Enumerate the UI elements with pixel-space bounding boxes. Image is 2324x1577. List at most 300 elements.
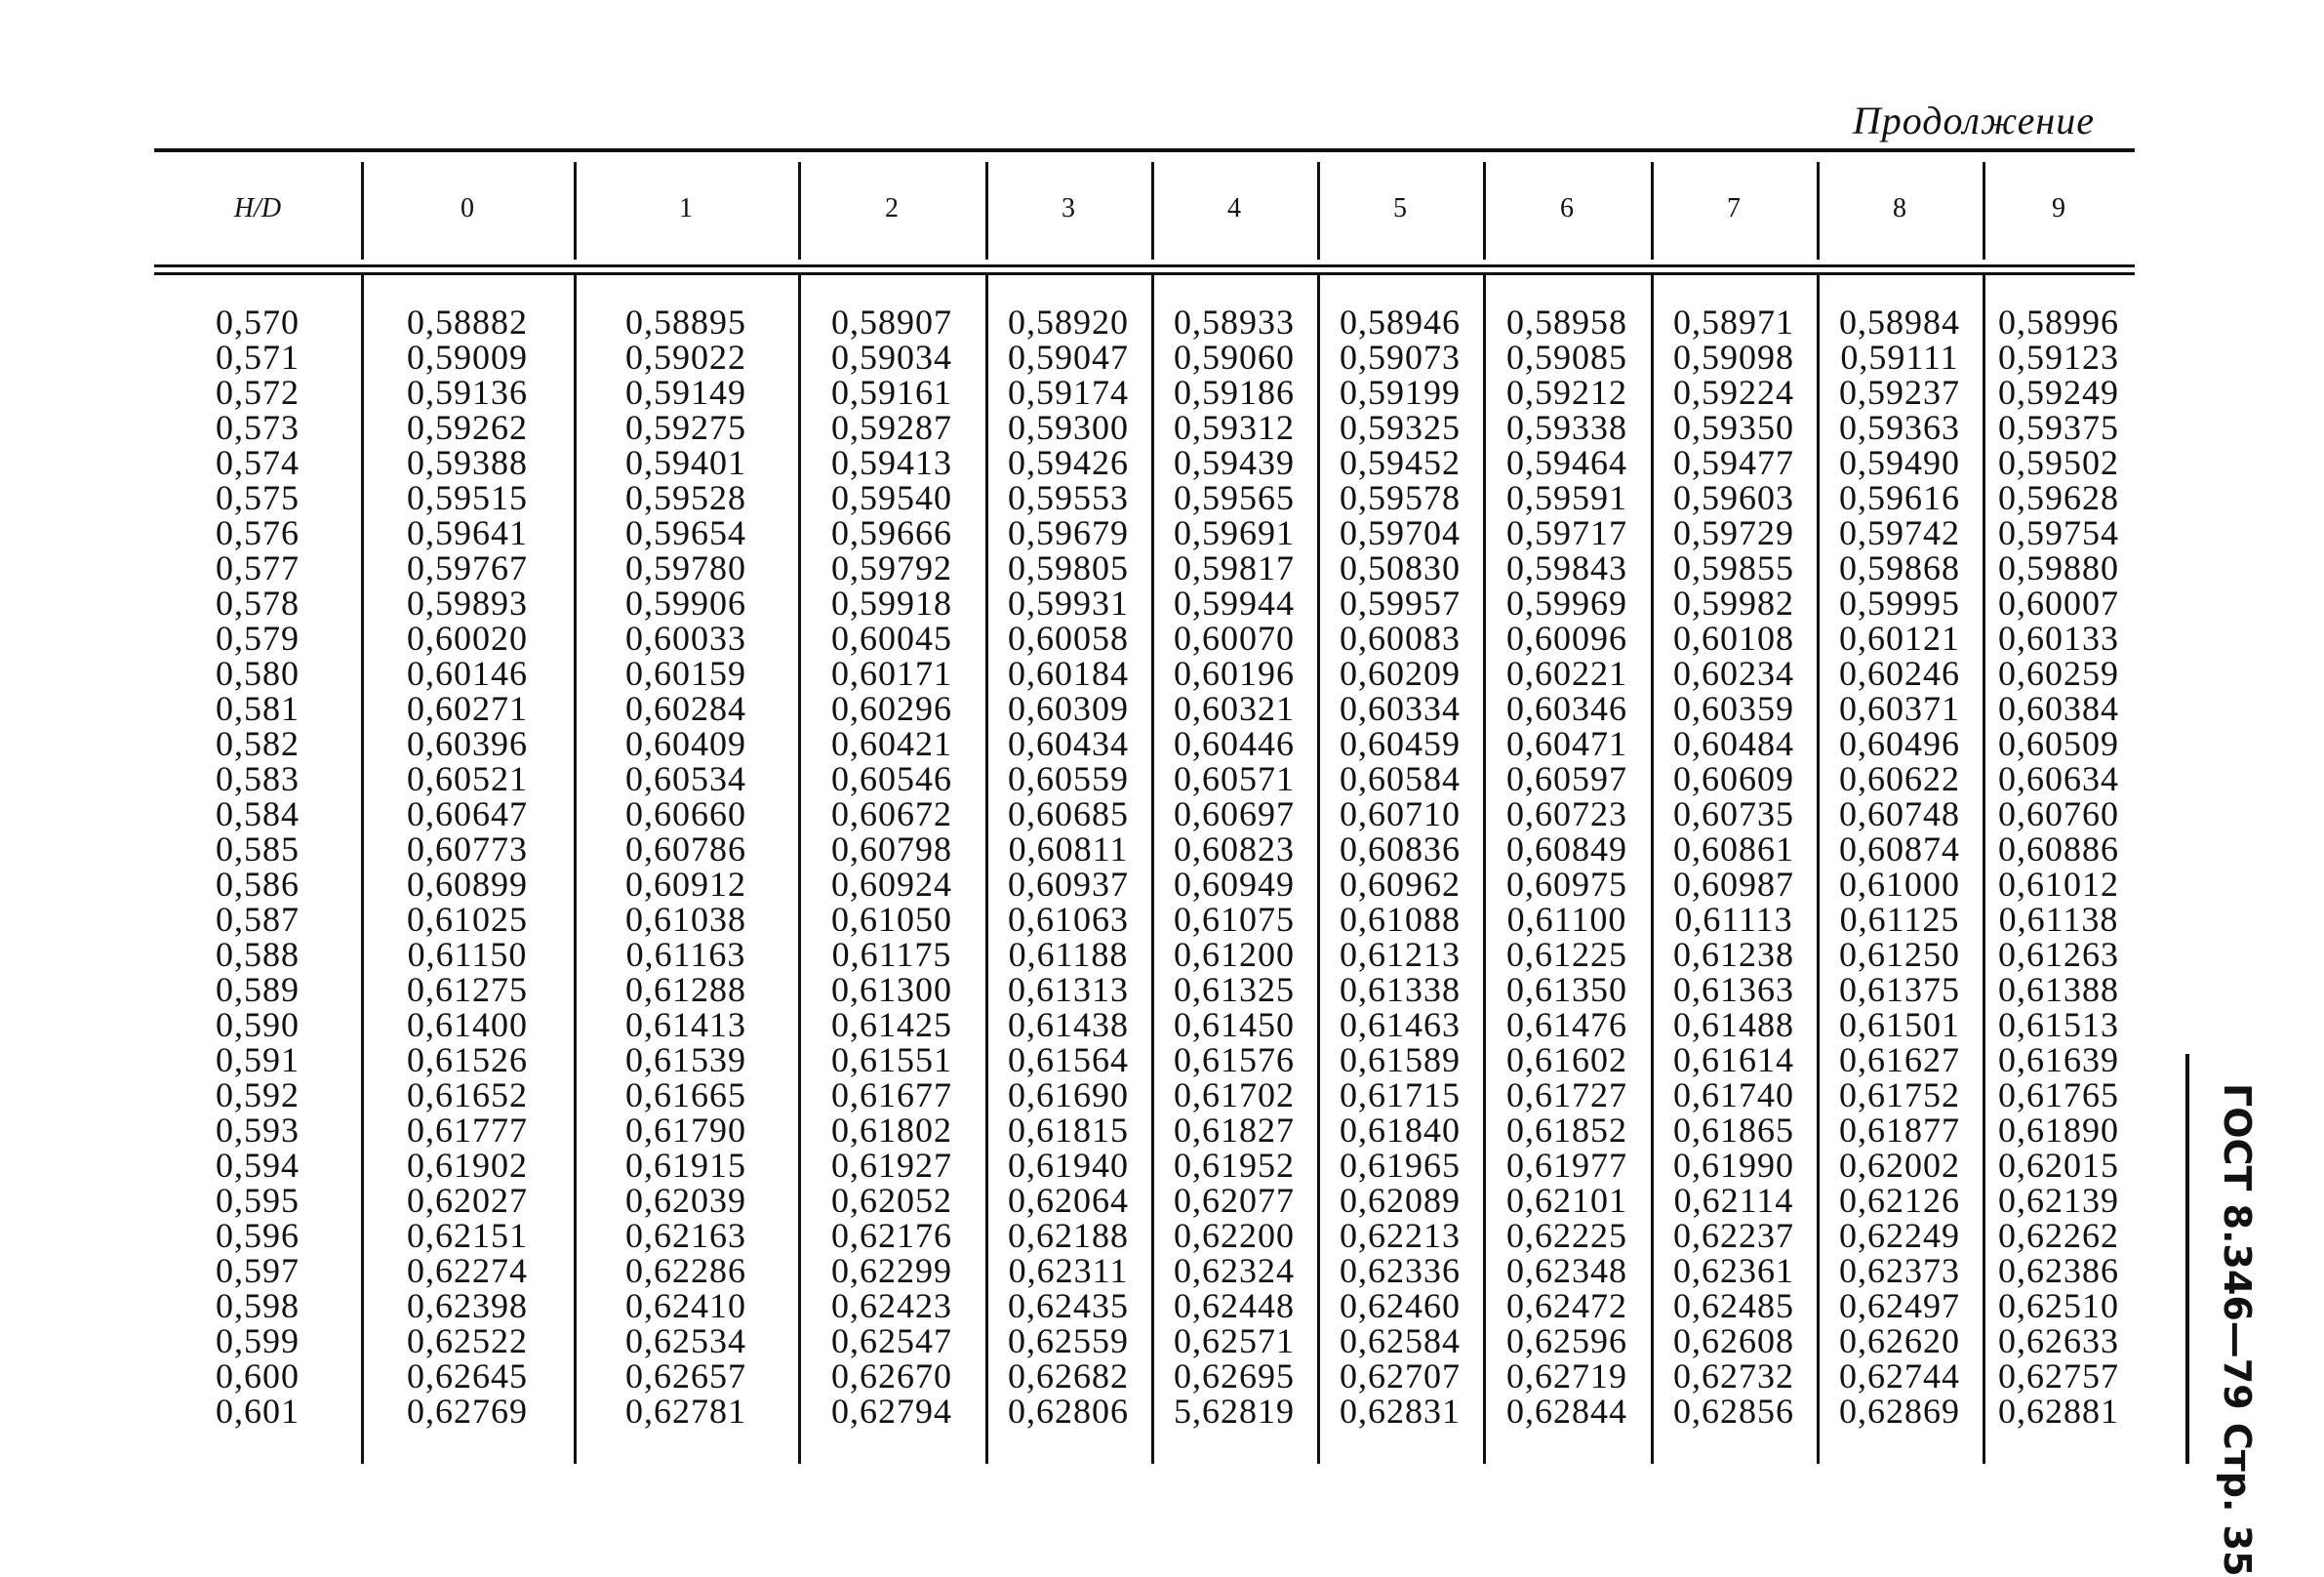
table-cell: 0,61338 <box>1340 970 1461 1009</box>
header-double-rule-upper <box>154 264 2135 267</box>
table-cell: 0,59691 <box>1174 513 1295 552</box>
table-cell: 5,62819 <box>1174 1392 1295 1431</box>
table-cell: 0,62485 <box>1673 1286 1794 1325</box>
table-cell: 0,62510 <box>1998 1286 2119 1325</box>
row-label: 0,599 <box>216 1321 300 1360</box>
header-column-divider <box>1317 162 1320 260</box>
row-label: 0,586 <box>216 865 300 904</box>
table-cell: 0,62299 <box>831 1251 952 1290</box>
table-cell: 0,61677 <box>831 1075 952 1114</box>
table-cell: 0,62077 <box>1174 1181 1295 1220</box>
row-label: 0,585 <box>216 829 300 869</box>
table-cell: 0,62559 <box>1008 1321 1129 1360</box>
table-cell: 0,60949 <box>1174 865 1295 904</box>
table-cell: 0,59540 <box>831 478 952 517</box>
table-cell: 0,60710 <box>1340 794 1461 833</box>
table-cell: 0,62089 <box>1340 1181 1461 1220</box>
row-label: 0,570 <box>216 303 300 342</box>
table-cell: 0,61652 <box>407 1075 528 1114</box>
table-cell: 0,60861 <box>1673 829 1794 869</box>
table-cell: 0,59287 <box>831 408 952 447</box>
table-cell: 0,62398 <box>407 1286 528 1325</box>
row-label: 0,578 <box>216 584 300 623</box>
table-cell: 0,59742 <box>1839 513 1960 552</box>
table-cell: 0,59123 <box>1998 338 2119 377</box>
table-cell: 0,58920 <box>1008 303 1129 342</box>
table-cell: 0,60384 <box>1998 689 2119 728</box>
row-label: 0,574 <box>216 443 300 482</box>
table-cell: 0,62657 <box>625 1356 746 1395</box>
row-label: 0,601 <box>216 1392 300 1431</box>
table-cell: 0,61488 <box>1673 1005 1794 1044</box>
table-cell: 0,62757 <box>1998 1356 2119 1395</box>
table-cell: 0,60446 <box>1174 724 1295 763</box>
table-cell: 0,61313 <box>1008 970 1129 1009</box>
table-cell: 0,59780 <box>625 548 746 587</box>
table-cell: 0,59578 <box>1340 478 1461 517</box>
table-cell: 0,61425 <box>831 1005 952 1044</box>
table-cell: 0,62856 <box>1673 1392 1794 1431</box>
table-cell: 0,60246 <box>1839 654 1960 693</box>
table-cell: 0,58958 <box>1506 303 1627 342</box>
table-cell: 0,61450 <box>1174 1005 1295 1044</box>
table-cell: 0,59262 <box>407 408 528 447</box>
table-cell: 0,59754 <box>1998 513 2119 552</box>
table-cell: 0,59931 <box>1008 584 1129 623</box>
table-cell: 0,59060 <box>1174 338 1295 377</box>
table-cell: 0,60987 <box>1673 865 1794 904</box>
header-hd: H/D <box>233 193 282 223</box>
table-cell: 0,62620 <box>1839 1321 1960 1360</box>
header-digit-6: 6 <box>1560 193 1574 223</box>
table-cell: 0,60886 <box>1998 829 2119 869</box>
table-cell: 0,61551 <box>831 1040 952 1079</box>
row-label: 0,590 <box>216 1005 300 1044</box>
table-cell: 0,59085 <box>1506 338 1627 377</box>
table-cell: 0,62670 <box>831 1356 952 1395</box>
table-cell: 0,62386 <box>1998 1251 2119 1290</box>
table-cell: 0,60334 <box>1340 689 1461 728</box>
table-cell: 0,60434 <box>1008 724 1129 763</box>
table-cell: 0,62348 <box>1506 1251 1627 1290</box>
table-cell: 0,61175 <box>831 935 952 974</box>
table-cell: 0,60685 <box>1008 794 1129 833</box>
table-cell: 0,59338 <box>1506 408 1627 447</box>
table-cell: 0,62769 <box>407 1392 528 1431</box>
table-cell: 0,61877 <box>1839 1111 1960 1150</box>
table-cell: 0,59401 <box>625 443 746 482</box>
table-cell: 0,59047 <box>1008 338 1129 377</box>
side-margin-rule <box>2185 1054 2189 1464</box>
table-cell: 0,59995 <box>1839 584 1960 623</box>
header-digit-5: 5 <box>1393 193 1407 223</box>
table-cell: 0,60108 <box>1673 619 1794 658</box>
header-column-divider <box>1651 162 1654 260</box>
table-cell: 0,61690 <box>1008 1075 1129 1114</box>
table-cell: 0,60083 <box>1340 619 1461 658</box>
table-cell: 0,61940 <box>1008 1146 1129 1185</box>
table-cell: 0,61375 <box>1839 970 1960 1009</box>
table-cell: 0,61038 <box>625 900 746 939</box>
table-cell: 0,60571 <box>1174 759 1295 798</box>
table-cell: 0,62707 <box>1340 1356 1461 1395</box>
table-cell: 0,59982 <box>1673 584 1794 623</box>
table-cell: 0,60509 <box>1998 724 2119 763</box>
table-body <box>154 275 2135 1464</box>
table-cell: 0,61765 <box>1998 1075 2119 1114</box>
table-cell: 0,61188 <box>1008 935 1129 974</box>
table-cell: 0,59098 <box>1673 338 1794 377</box>
table-cell: 0,62831 <box>1340 1392 1461 1431</box>
table-cell: 0,60773 <box>407 829 528 869</box>
row-label: 0,595 <box>216 1181 300 1220</box>
table-cell: 0,58907 <box>831 303 952 342</box>
table-cell: 0,60045 <box>831 619 952 658</box>
table-cell: 0,59729 <box>1673 513 1794 552</box>
table-cell: 0,60748 <box>1839 794 1960 833</box>
table-cell: 0,60471 <box>1506 724 1627 763</box>
table-cell: 0,59490 <box>1839 443 1960 482</box>
table-cell: 0,62423 <box>831 1286 952 1325</box>
table-cell: 0,60209 <box>1340 654 1461 693</box>
table-cell: 0,59249 <box>1998 373 2119 412</box>
table-cell: 0,59704 <box>1340 513 1461 552</box>
table-cell: 0,61614 <box>1673 1040 1794 1079</box>
row-label: 0,571 <box>216 338 300 377</box>
table-cell: 0,62497 <box>1839 1286 1960 1325</box>
table-cell: 0,59034 <box>831 338 952 377</box>
table-cell: 0,62286 <box>625 1251 746 1290</box>
row-label: 0,594 <box>216 1146 300 1185</box>
table-cell: 0,58895 <box>625 303 746 342</box>
row-label: 0,597 <box>216 1251 300 1290</box>
table-cell: 0,59817 <box>1174 548 1295 587</box>
table-cell: 0,60409 <box>625 724 746 763</box>
table-cell: 0,62151 <box>407 1216 528 1255</box>
table-cell: 0,61865 <box>1673 1111 1794 1150</box>
table-cell: 0,61012 <box>1998 865 2119 904</box>
side-page-label: ГОСТ 8.346—79 Стр. 35 <box>2216 1083 2259 1577</box>
table-cell: 0,61890 <box>1998 1111 2119 1150</box>
row-label: 0,580 <box>216 654 300 693</box>
table-cell: 0,59591 <box>1506 478 1627 517</box>
table-cell: 0,59477 <box>1673 443 1794 482</box>
table-cell: 0,61075 <box>1174 900 1295 939</box>
table-cell: 0,61150 <box>407 935 528 974</box>
table-cell: 0,61602 <box>1506 1040 1627 1079</box>
table-cell: 0,60033 <box>625 619 746 658</box>
table-cell: 0,62695 <box>1174 1356 1295 1395</box>
table-cell: 0,60534 <box>625 759 746 798</box>
table-cell: 0,61852 <box>1506 1111 1627 1150</box>
table-cell: 0,62682 <box>1008 1356 1129 1395</box>
table-top-rule <box>154 148 2135 152</box>
table-cell: 0,62806 <box>1008 1392 1129 1431</box>
row-label: 0,581 <box>216 689 300 728</box>
row-label: 0,593 <box>216 1111 300 1150</box>
table-cell: 0,62311 <box>1008 1251 1129 1290</box>
table-cell: 0,61463 <box>1340 1005 1461 1044</box>
column-9 <box>1983 304 2135 1429</box>
table-cell: 0,62373 <box>1839 1251 1960 1290</box>
table-cell: 0,58882 <box>407 303 528 342</box>
table-cell: 0,61388 <box>1998 970 2119 1009</box>
header-column-divider <box>574 162 577 260</box>
table-cell: 0,62633 <box>1998 1321 2119 1360</box>
table-cell: 0,60899 <box>407 865 528 904</box>
table-cell: 0,62176 <box>831 1216 952 1255</box>
table-cell: 0,61513 <box>1998 1005 2119 1044</box>
table-cell: 0,60121 <box>1839 619 1960 658</box>
table-cell: 0,61100 <box>1506 900 1627 939</box>
table-cell: 0,59009 <box>407 338 528 377</box>
table-cell: 0,60634 <box>1998 759 2119 798</box>
table-cell: 0,60070 <box>1174 619 1295 658</box>
table-cell: 0,60459 <box>1340 724 1461 763</box>
table-cell: 0,60396 <box>407 724 528 763</box>
table-cell: 0,61300 <box>831 970 952 1009</box>
table-cell: 0,62027 <box>407 1181 528 1220</box>
table-cell: 0,60296 <box>831 689 952 728</box>
table-cell: 0,59111 <box>1840 338 1959 377</box>
table-cell: 0,60521 <box>407 759 528 798</box>
table-cell: 0,61665 <box>625 1075 746 1114</box>
table-cell: 0,62596 <box>1506 1321 1627 1360</box>
table-cell: 0,60421 <box>831 724 952 763</box>
table-cell: 0,61752 <box>1839 1075 1960 1114</box>
table-cell: 0,59565 <box>1174 478 1295 517</box>
row-label: 0,579 <box>216 619 300 658</box>
table-cell: 0,60786 <box>625 829 746 869</box>
row-label: 0,592 <box>216 1075 300 1114</box>
table-cell: 0,61476 <box>1506 1005 1627 1044</box>
table-cell: 0,60284 <box>625 689 746 728</box>
table-cell: 0,62114 <box>1673 1181 1794 1220</box>
column-3 <box>985 304 1151 1429</box>
table-cell: 0,60975 <box>1506 865 1627 904</box>
table-cell: 0,59805 <box>1008 548 1129 587</box>
table-cell: 0,61902 <box>407 1146 528 1185</box>
table-cell: 0,62324 <box>1174 1251 1295 1290</box>
table-cell: 0,62225 <box>1506 1216 1627 1255</box>
table-cell: 0,62781 <box>625 1392 746 1431</box>
header-digit-2: 2 <box>885 193 899 223</box>
table-cell: 0,59325 <box>1340 408 1461 447</box>
table-cell: 0,59515 <box>407 478 528 517</box>
table-cell: 0,60660 <box>625 794 746 833</box>
table-cell: 0,60484 <box>1673 724 1794 763</box>
row-label: 0,588 <box>216 935 300 974</box>
table-cell: 0,61250 <box>1839 935 1960 974</box>
table-cell: 0,61965 <box>1340 1146 1461 1185</box>
row-label: 0,582 <box>216 724 300 763</box>
table-cell: 0,59161 <box>831 373 952 412</box>
table-cell: 0,61263 <box>1998 935 2119 974</box>
table-cell: 0,62101 <box>1506 1181 1627 1220</box>
column-0 <box>361 304 574 1429</box>
table-cell: 0,60798 <box>831 829 952 869</box>
table-cell: 0,60760 <box>1998 794 2119 833</box>
row-label: 0,572 <box>216 373 300 412</box>
header-column-divider <box>985 162 988 260</box>
row-label: 0,577 <box>216 548 300 587</box>
table-cell: 0,62732 <box>1673 1356 1794 1395</box>
header-digit-0: 0 <box>461 193 474 223</box>
table-cell: 0,61777 <box>407 1111 528 1150</box>
table-cell: 0,61802 <box>831 1111 952 1150</box>
table-cell: 0,59717 <box>1506 513 1627 552</box>
column-1 <box>574 304 798 1429</box>
table-cell: 0,61840 <box>1340 1111 1461 1150</box>
table-cell: 0,60609 <box>1673 759 1794 798</box>
table-cell: 0,60234 <box>1673 654 1794 693</box>
header-digit-4: 4 <box>1227 193 1241 223</box>
table-cell: 0,60371 <box>1839 689 1960 728</box>
header-digit-1: 1 <box>679 193 693 223</box>
table-cell: 0,61790 <box>625 1111 746 1150</box>
table-cell: 0,61827 <box>1174 1111 1295 1150</box>
table-cell: 0,60597 <box>1506 759 1627 798</box>
table-cell: 0,60133 <box>1998 619 2119 658</box>
table-cell: 0,59855 <box>1673 548 1794 587</box>
row-label: 0,576 <box>216 513 300 552</box>
table-cell: 0,59186 <box>1174 373 1295 412</box>
table-cell: 0,61213 <box>1340 935 1461 974</box>
table-cell: 0,61639 <box>1998 1040 2119 1079</box>
table-cell: 0,59275 <box>625 408 746 447</box>
table-cell: 0,59388 <box>407 443 528 482</box>
table-cell: 0,61715 <box>1340 1075 1461 1114</box>
table-cell: 0,58946 <box>1340 303 1461 342</box>
table-cell: 0,61727 <box>1506 1075 1627 1114</box>
table-cell: 0,60007 <box>1998 584 2119 623</box>
table-cell: 0,61088 <box>1340 900 1461 939</box>
table-cell: 0,59906 <box>625 584 746 623</box>
table-cell: 0,59350 <box>1673 408 1794 447</box>
table-cell: 0,62139 <box>1998 1181 2119 1220</box>
table-cell: 0,60823 <box>1174 829 1295 869</box>
table-cell: 0,59174 <box>1008 373 1129 412</box>
table-cell: 0,59767 <box>407 548 528 587</box>
table-cell: 0,59439 <box>1174 443 1295 482</box>
table-cell: 0,61526 <box>407 1040 528 1079</box>
row-label: 0,591 <box>216 1040 300 1079</box>
table-cell: 0,61627 <box>1839 1040 1960 1079</box>
table-cell: 0,62126 <box>1839 1181 1960 1220</box>
table-cell: 0,60647 <box>407 794 528 833</box>
table-cell: 0,62200 <box>1174 1216 1295 1255</box>
table-cell: 0,61589 <box>1340 1040 1461 1079</box>
table-cell: 0,59149 <box>625 373 746 412</box>
table-cell: 0,61413 <box>625 1005 746 1044</box>
table-cell: 0,60937 <box>1008 865 1129 904</box>
table-cell: 0,60584 <box>1340 759 1461 798</box>
table-cell: 0,59666 <box>831 513 952 552</box>
table-cell: 0,61539 <box>625 1040 746 1079</box>
table-cell: 0,59426 <box>1008 443 1129 482</box>
table-cell: 0,61952 <box>1174 1146 1295 1185</box>
table-cell: 0,60184 <box>1008 654 1129 693</box>
table-cell: 0,60221 <box>1506 654 1627 693</box>
row-label: 0,584 <box>216 794 300 833</box>
table-cell: 0,58984 <box>1839 303 1960 342</box>
table-cell: 0,60271 <box>407 689 528 728</box>
table-cell: 0,59843 <box>1506 548 1627 587</box>
column-2 <box>798 304 985 1429</box>
row-label: 0,575 <box>216 478 300 517</box>
continuation-label: Продолжение <box>1852 99 2095 142</box>
table-cell: 0,60672 <box>831 794 952 833</box>
table-cell: 0,60496 <box>1839 724 1960 763</box>
table-cell: 0,62262 <box>1998 1216 2119 1255</box>
column-7 <box>1651 304 1817 1429</box>
table-cell: 0,62744 <box>1839 1356 1960 1395</box>
table-cell: 0,61325 <box>1174 970 1295 1009</box>
table-cell: 0,60962 <box>1340 865 1461 904</box>
table-cell: 0,62249 <box>1839 1216 1960 1255</box>
table-cell: 0,60196 <box>1174 654 1295 693</box>
header-digit-9: 9 <box>2052 193 2065 223</box>
table-cell: 0,61400 <box>407 1005 528 1044</box>
table-cell: 0,62719 <box>1506 1356 1627 1395</box>
table-cell: 0,62448 <box>1174 1286 1295 1325</box>
table-cell: 0,62064 <box>1008 1181 1129 1220</box>
header-column-divider <box>798 162 801 260</box>
table-cell: 0,59212 <box>1506 373 1627 412</box>
table-cell: 0,59375 <box>1998 408 2119 447</box>
column-5 <box>1317 304 1483 1429</box>
table-cell: 0,58971 <box>1673 303 1794 342</box>
table-cell: 0,61576 <box>1174 1040 1295 1079</box>
row-label: 0,587 <box>216 900 300 939</box>
table-cell: 0,62274 <box>407 1251 528 1290</box>
table-cell: 0,59413 <box>831 443 952 482</box>
table-cell: 0,58996 <box>1998 303 2119 342</box>
header-digit-7: 7 <box>1727 193 1741 223</box>
table-cell: 0,60321 <box>1174 689 1295 728</box>
table-cell: 0,62410 <box>625 1286 746 1325</box>
header-column-divider <box>361 162 364 260</box>
table-cell: 0,61025 <box>407 900 528 939</box>
table-cell: 0,60622 <box>1839 759 1960 798</box>
table-cell: 0,60697 <box>1174 794 1295 833</box>
table-cell: 0,60735 <box>1673 794 1794 833</box>
table-cell: 0,61113 <box>1674 900 1793 939</box>
table-cell: 0,62336 <box>1340 1251 1461 1290</box>
header-column-divider <box>1983 162 1985 260</box>
header-column-divider <box>1817 162 1820 260</box>
table-cell: 0,59452 <box>1340 443 1461 482</box>
table-cell: 0,61000 <box>1839 865 1960 904</box>
table-cell: 0,62361 <box>1673 1251 1794 1290</box>
header-digit-8: 8 <box>1893 193 1906 223</box>
table-cell: 0,61501 <box>1839 1005 1960 1044</box>
table-cell: 0,59073 <box>1340 338 1461 377</box>
table-cell: 0,62015 <box>1998 1146 2119 1185</box>
table-cell: 0,62608 <box>1673 1321 1794 1360</box>
table-cell: 0,61063 <box>1008 900 1129 939</box>
table-cell: 0,61977 <box>1506 1146 1627 1185</box>
table-cell: 0,60849 <box>1506 829 1627 869</box>
table-cell: 0,61915 <box>625 1146 746 1185</box>
table-cell: 0,61990 <box>1673 1146 1794 1185</box>
table-cell: 0,59199 <box>1340 373 1461 412</box>
table-cell: 0,60559 <box>1008 759 1129 798</box>
table-cell: 0,59880 <box>1998 548 2119 587</box>
table-cell: 0,62869 <box>1839 1392 1960 1431</box>
table-cell: 0,61564 <box>1008 1040 1129 1079</box>
table-cell: 0,59502 <box>1998 443 2119 482</box>
